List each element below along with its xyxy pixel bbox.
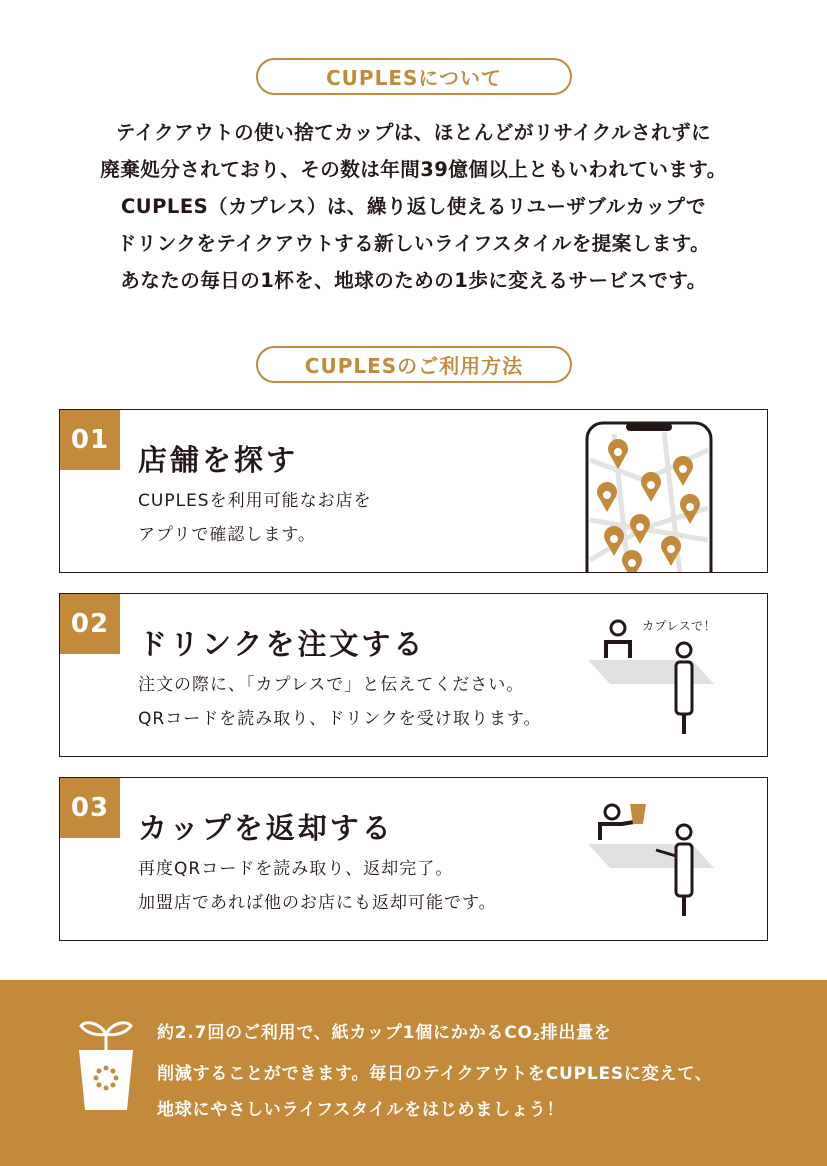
usage-heading: CUPLESのご利用方法 xyxy=(256,346,572,383)
step-description xyxy=(138,668,542,736)
footer-line: 地球にやさしいライフスタイルをはじめましょう！ xyxy=(157,1100,565,1120)
step-description-line: CUPLESを利用可能なお店を xyxy=(138,491,372,511)
sprout-pot-icon xyxy=(77,1018,135,1114)
step-card-02 xyxy=(59,593,768,757)
step-number: 03 xyxy=(60,778,120,838)
step-description-line: 注文の際に、「カプレスで」と伝えてください。 xyxy=(138,675,525,695)
step-description xyxy=(138,852,497,920)
step-title: カップを返却する xyxy=(138,811,394,845)
step-description-line: アプリで確認します。 xyxy=(138,525,316,545)
step-title: 店舗を探す xyxy=(138,443,299,477)
staff-icon xyxy=(606,621,630,658)
step-number: 01 xyxy=(60,410,120,470)
about-line: CUPLES（カプレス）は、繰り返し使えるリユーザブルカップで xyxy=(120,195,707,218)
step-number: 02 xyxy=(60,594,120,654)
about-line: 廃棄処分されており、その数は年間39億個以上ともいわれています。 xyxy=(100,158,727,181)
footer-banner xyxy=(0,980,827,1166)
about-line: あなたの毎日の1杯を、地球のための1歩に変えるサービスです。 xyxy=(120,269,707,292)
step-description-line: 再度QRコードを読み取り、返却完了。 xyxy=(138,859,454,879)
phone-map-icon xyxy=(584,420,714,573)
footer-line: 削減することができます。毎日のテイクアウトをCUPLESに変えて、 xyxy=(157,1064,713,1084)
step-description-line: QRコードを読み取り、ドリンクを受け取ります。 xyxy=(138,709,542,729)
step-description-line: 加盟店であれば他のお店にも返却可能です。 xyxy=(138,893,497,913)
return-scene-icon xyxy=(582,800,722,930)
footer-line-text: 排出量を xyxy=(540,1023,612,1043)
step-description xyxy=(138,484,372,552)
footer-line-text: 約2.7回のご利用で、紙カップ1個にかかるCO xyxy=(157,1023,533,1043)
footer-message xyxy=(157,1015,713,1128)
speech-bubble-text: カプレスで！ xyxy=(642,619,717,633)
staff-icon xyxy=(600,805,634,840)
about-line: テイクアウトの使い捨てカップは、ほとんどがリサイクルされずに xyxy=(115,121,712,144)
co2-subscript: 2 xyxy=(532,1032,541,1043)
step-card-03 xyxy=(59,777,768,941)
step-card-01 xyxy=(59,409,768,573)
customer-icon xyxy=(676,643,692,734)
footer-line xyxy=(157,1015,713,1056)
order-scene-icon xyxy=(582,616,722,746)
about-text xyxy=(0,114,827,299)
customer-icon xyxy=(656,825,692,916)
about-line: ドリンクをテイクアウトする新しいライフスタイルを提案します。 xyxy=(116,232,711,255)
about-heading: CUPLESについて xyxy=(256,58,572,95)
step-title: ドリンクを注文する xyxy=(138,627,426,661)
